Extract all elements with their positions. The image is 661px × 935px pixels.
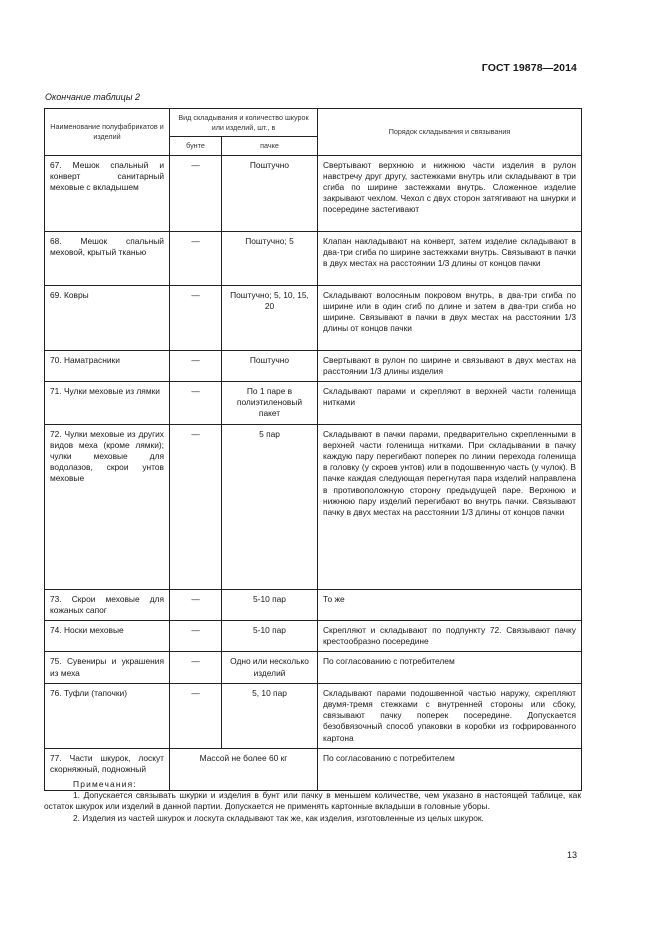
packing-order: Складывают волосяным покровом внутрь, в два-три сгиба по ширине или в один сгиб по длине и затем в два-три сгиба но ширине. Связывают в пачки в двух местах на расстоянии 1/3 длины от концов пачки bbox=[318, 285, 582, 350]
pack-value: Одно или несколько изделий bbox=[222, 652, 318, 683]
page-number: 13 bbox=[566, 850, 577, 860]
packing-table bbox=[44, 108, 582, 791]
item-name: 72. Чулки меховые из других видов меха (кроме лямки); чулки меховые для водолазов, скрои унтов меховые bbox=[45, 424, 170, 589]
pack-value: 5 пар bbox=[222, 424, 318, 589]
packing-order: По согласованию с потребителем bbox=[318, 748, 582, 790]
item-name: 67. Мешок спальный и конверт санитарный меховые с вкладышем bbox=[45, 155, 170, 231]
pack-value: Поштучно bbox=[222, 155, 318, 231]
bunch-value: — bbox=[170, 285, 222, 350]
table-row bbox=[45, 652, 582, 683]
packing-order: Клапан накладывают на конверт, затем изделие складывают в два-три сгиба по ширине застежками внутрь. Связывают в пачки в двух местах на расстоянии 1/3 длины от концов пачки bbox=[318, 231, 582, 285]
pack-value: 5-10 пар bbox=[222, 620, 318, 651]
bunch-value: — bbox=[170, 589, 222, 620]
notes-header: Примечания: bbox=[73, 779, 137, 789]
item-name: 75. Сувениры и украшения из меха bbox=[45, 652, 170, 683]
bunch-value: — bbox=[170, 652, 222, 683]
packing-order: Свертывают в рулон по ширине и связывают в двух местах на расстоянии 1/3 длины изделия bbox=[318, 350, 582, 381]
item-name: 74. Носки меховые bbox=[45, 620, 170, 651]
item-name: 70. Наматрасники bbox=[45, 350, 170, 381]
packing-order: Складывают парами подошвенной частью наружу, скрепляют двумя-тремя стежками с внутренней стороны или сбоку, связывают пачку поперек посередине. Допускается безобвязочный способ упаковки в коробки из гофрированного картона bbox=[318, 683, 582, 748]
table-row bbox=[45, 683, 582, 748]
pack-value: Поштучно; 5 bbox=[222, 231, 318, 285]
item-name: 73. Скрои меховые для кожаных сапог bbox=[45, 589, 170, 620]
pack-value: Поштучно bbox=[222, 350, 318, 381]
packing-order: То же bbox=[318, 589, 582, 620]
bunch-value: — bbox=[170, 155, 222, 231]
standard-code: ГОСТ 19878—2014 bbox=[481, 62, 577, 74]
item-name: 77. Части шкурок, лоскут скорняжный, подножный bbox=[45, 748, 170, 790]
notes-block bbox=[44, 779, 581, 824]
col-header-bunch: бунте bbox=[170, 137, 222, 156]
bunch-value: — bbox=[170, 620, 222, 651]
pack-value: 5-10 пар bbox=[222, 589, 318, 620]
item-name: 69. Ковры bbox=[45, 285, 170, 350]
bunch-value: — bbox=[170, 350, 222, 381]
merged-quantity: Массой не более 60 кг bbox=[170, 748, 318, 790]
col-header-name: Наименование полуфабрикатов и изделий bbox=[45, 109, 170, 156]
note-item: 2. Изделия из частей шкурок и лоскута складывают так же, как изделия, изготовленные из целых шкурок. bbox=[73, 812, 484, 823]
bunch-value: — bbox=[170, 381, 222, 424]
item-name: 68. Мешок спальный меховой, крытый тканью bbox=[45, 231, 170, 285]
header-row bbox=[45, 109, 582, 137]
pack-value: Поштучно; 5, 10, 15, 20 bbox=[222, 285, 318, 350]
col-header-pack: пачке bbox=[222, 137, 318, 156]
col-header-group: Вид складывания и количество шкурок или изделий, шт., в bbox=[170, 109, 318, 137]
packing-order: По согласованию с потребителем bbox=[318, 652, 582, 683]
note-item: 1. Допускается связывать шкурки и изделия в бунт или пачку в меньшем количестве, чем указано в настоящей таблице, как остаток шкурок или изделий в данной партии. Допускается не применять картонные вкладыши в головные уборы. bbox=[44, 790, 581, 812]
pack-value: По 1 паре в полиэтиленовый пакет bbox=[222, 381, 318, 424]
table-row bbox=[45, 155, 582, 231]
table-row bbox=[45, 424, 582, 589]
table-row bbox=[45, 285, 582, 350]
table-row bbox=[45, 381, 582, 424]
packing-order: Складывают парами и скрепляют в верхней части голенища нитками bbox=[318, 381, 582, 424]
table-caption: Окончание таблицы 2 bbox=[45, 92, 140, 102]
table-row bbox=[45, 589, 582, 620]
packing-order: Скрепляют и складывают по подпункту 72. Связывают пачку крестообразно посередине bbox=[318, 620, 582, 651]
packing-order: Складывают в пачки парами, предварительно скрепленными в верхней части голенища нитками. При складывании в пачку каждую пару перегибают поперек по линии перехода голенища в головку (у скроев унтов) или в подошвенную часть (у чулок). В пачке каждая следующая перегнутая пара изделий направлена в противоположную сторону предыдущей паре. Верхнюю и нижнюю пару изделий перегибают во внутрь пачки. Связывают пачку в двух местах на расстоянии 1/3 длины от концов пачки bbox=[318, 424, 582, 589]
col-header-order: Порядок складывания и связывания bbox=[318, 109, 582, 156]
bunch-value: — bbox=[170, 231, 222, 285]
pack-value: 5, 10 пар bbox=[222, 683, 318, 748]
item-name: 71. Чулки меховые из лямки bbox=[45, 381, 170, 424]
item-name: 76. Туфли (тапочки) bbox=[45, 683, 170, 748]
bunch-value: — bbox=[170, 424, 222, 589]
table-row bbox=[45, 231, 582, 285]
table-row bbox=[45, 620, 582, 651]
packing-order: Свертывают верхнюю и нижнюю части изделия в рулон навстречу друг другу, застежками внутрь или складывают в три сгиба по ширине застежками внутрь. Сложенное изделие закрывают чехлом. Чехол с двух сторон затягивают на шнурки и посередине застегивают bbox=[318, 155, 582, 231]
bunch-value: — bbox=[170, 683, 222, 748]
table-row bbox=[45, 350, 582, 381]
